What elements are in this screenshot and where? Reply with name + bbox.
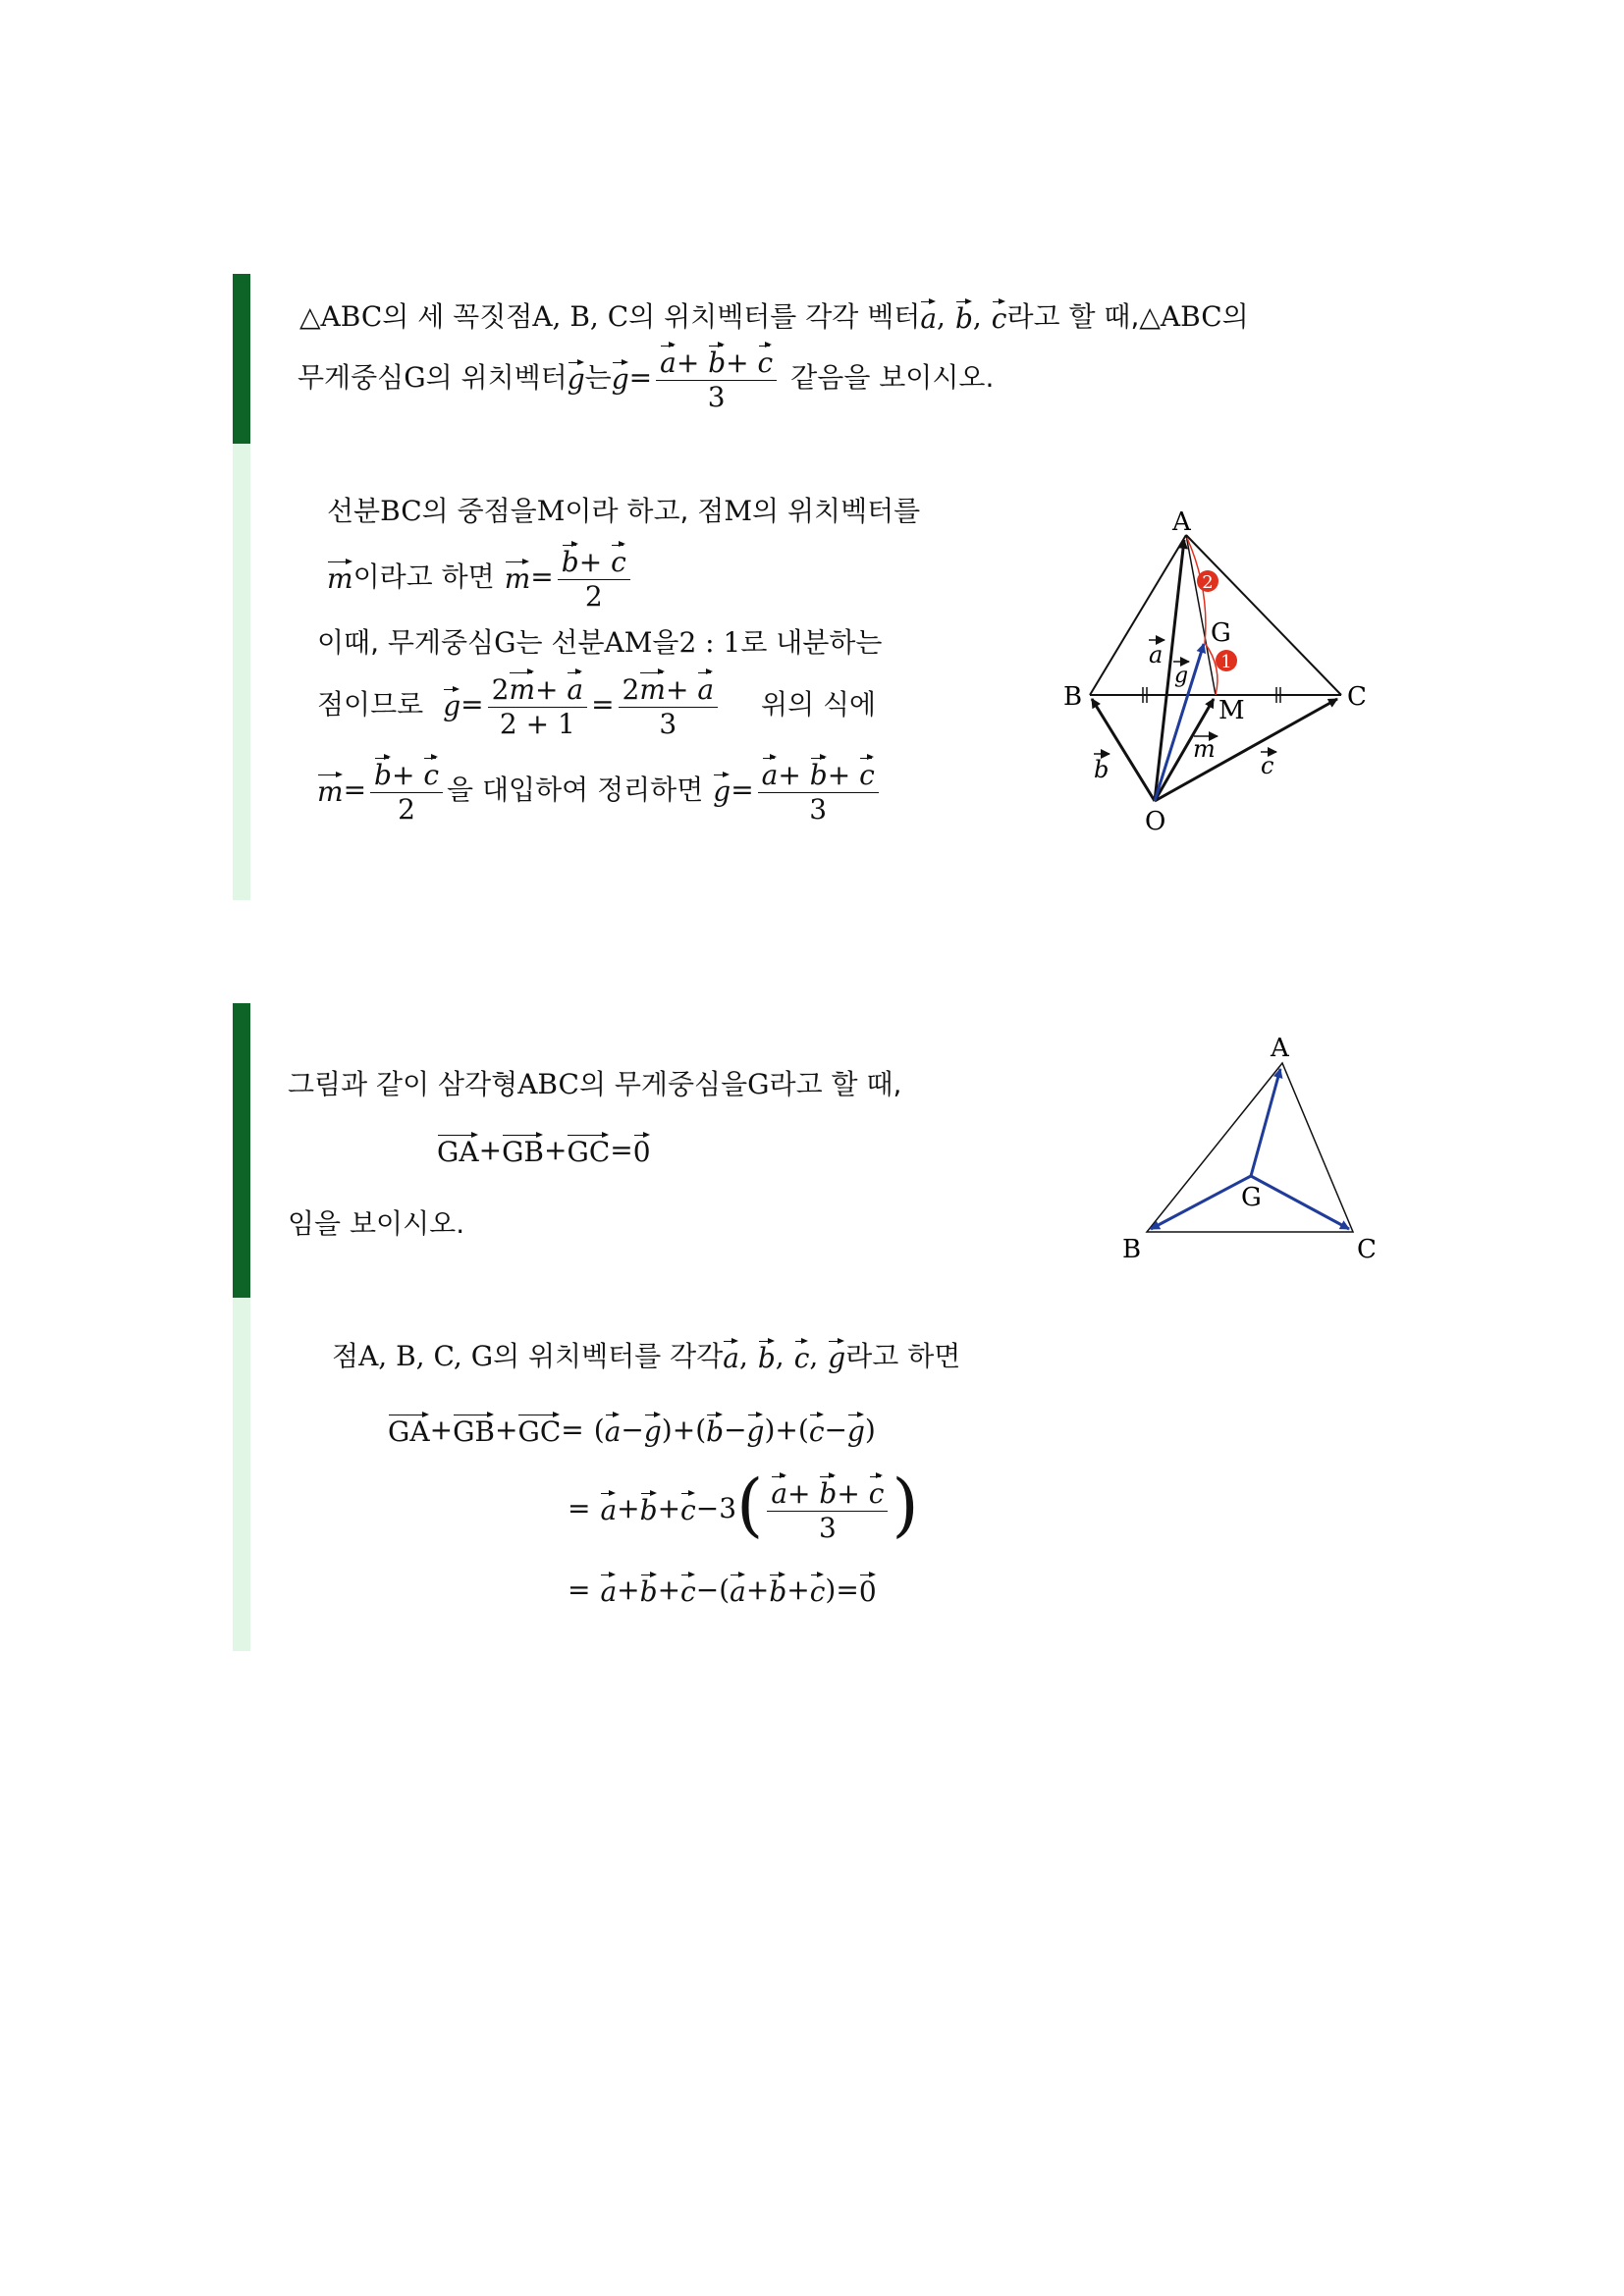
vector-b: b bbox=[757, 1342, 776, 1374]
text: 라고 할 때, bbox=[1006, 300, 1140, 333]
point-label-G: G bbox=[1211, 618, 1231, 648]
equals: = bbox=[731, 774, 754, 806]
plus: + bbox=[535, 672, 559, 706]
plus: + bbox=[657, 1492, 681, 1524]
text: M bbox=[724, 495, 753, 527]
zero-vector: 0 bbox=[858, 1575, 877, 1608]
midpoint-fraction bbox=[558, 545, 630, 611]
equals: = bbox=[628, 361, 653, 394]
vector-a: a bbox=[567, 672, 584, 706]
problem2-question-line3 bbox=[288, 1204, 464, 1244]
text: 임을 보이시오. bbox=[288, 1207, 465, 1240]
vector-g: g bbox=[611, 363, 629, 396]
vector-a: a bbox=[761, 758, 779, 791]
coef: 2 bbox=[491, 672, 510, 706]
denominator: 3 bbox=[619, 707, 718, 738]
equals: = bbox=[343, 774, 367, 806]
minus: − bbox=[824, 1414, 847, 1446]
problem2-question-equation bbox=[437, 1129, 651, 1172]
denominator: 2 bbox=[558, 579, 630, 611]
plus: + bbox=[429, 1414, 454, 1446]
text: 그림과 같이 삼각형 bbox=[288, 1068, 518, 1100]
plus: + bbox=[617, 1574, 640, 1606]
denominator: 2 + 1 bbox=[488, 707, 587, 738]
text: A, B, C bbox=[532, 300, 629, 333]
vector-a: a bbox=[660, 346, 677, 379]
vector-g: g bbox=[713, 775, 731, 808]
text: G bbox=[494, 626, 516, 659]
problem2-solution-line4: = a + b + c − ( a + b + c ) = 0 bbox=[568, 1574, 877, 1608]
text: 로 내분하는 bbox=[740, 626, 883, 659]
minus: − bbox=[724, 1414, 747, 1446]
denominator: 2 bbox=[370, 792, 443, 824]
vector-b: b bbox=[374, 758, 392, 791]
point-label-O: O bbox=[1145, 807, 1166, 836]
vector-label-b: b bbox=[1094, 756, 1110, 783]
minus: − bbox=[695, 1492, 720, 1524]
midpoint-fraction bbox=[370, 758, 443, 824]
problem1-question-bar bbox=[233, 274, 250, 444]
plus: + bbox=[657, 1574, 681, 1606]
vector-b: b bbox=[639, 1575, 658, 1608]
text: 점이므로 bbox=[317, 688, 424, 721]
vector-a: a bbox=[771, 1476, 788, 1510]
plus: + bbox=[827, 758, 851, 791]
coef: 2 bbox=[622, 672, 640, 706]
equals: = bbox=[561, 1414, 584, 1446]
ratio-label-1: 1 bbox=[1220, 652, 1232, 672]
text: 점 bbox=[332, 1340, 359, 1372]
point-label-C: C bbox=[1347, 682, 1367, 712]
text: G bbox=[747, 1068, 770, 1100]
text: 을 bbox=[652, 626, 679, 659]
plus: + bbox=[578, 545, 603, 578]
text: 무게중심 bbox=[298, 361, 405, 394]
vector-GA: GA bbox=[388, 1415, 430, 1448]
problem1-solution-bar bbox=[233, 444, 250, 900]
plus: + bbox=[726, 346, 749, 379]
problem1-solution-line1 bbox=[327, 494, 920, 529]
vector-m: m bbox=[504, 562, 531, 595]
vector-GB: GB bbox=[502, 1136, 545, 1168]
comma: , bbox=[937, 300, 946, 333]
ratio-label-2: 2 bbox=[1202, 572, 1214, 593]
problem2-solution-line3 bbox=[568, 1465, 919, 1548]
vector-a: a bbox=[730, 1575, 746, 1608]
text: 같음을 보이시오. bbox=[790, 361, 995, 394]
equals: = bbox=[591, 688, 615, 721]
vector-b-arrow bbox=[1092, 699, 1155, 801]
text: 2 : 1 bbox=[678, 626, 741, 659]
vector-label-a: a bbox=[1149, 641, 1164, 668]
vector-GC-arrow bbox=[1251, 1176, 1349, 1229]
coefficient: 3 bbox=[719, 1492, 737, 1524]
point-label-A: A bbox=[1172, 507, 1191, 537]
plus: + bbox=[665, 672, 689, 706]
vector-c: c bbox=[423, 758, 440, 791]
equals: = bbox=[610, 1134, 633, 1166]
text: 의 위치벡터를 각각 벡터 bbox=[628, 300, 921, 333]
paren-group: ( $\frac{a+ b+ c}{3}$ ) bbox=[736, 1465, 919, 1545]
problem1-solution-line2 bbox=[327, 540, 634, 614]
plus: + bbox=[775, 1414, 798, 1446]
vector-g: g bbox=[846, 1415, 865, 1448]
vector-g: g bbox=[643, 1415, 662, 1448]
text: 을 대입하여 정리하면 bbox=[447, 774, 704, 806]
point-label-B: B bbox=[1122, 1235, 1142, 1264]
comma: , bbox=[972, 300, 982, 333]
minus: − bbox=[695, 1574, 720, 1606]
minus: − bbox=[621, 1414, 644, 1446]
vector-b: b bbox=[809, 758, 828, 791]
plus: + bbox=[544, 1134, 568, 1166]
point-label-G: G bbox=[1241, 1183, 1262, 1212]
point-label-B: B bbox=[1063, 682, 1083, 712]
segment-AM bbox=[1186, 535, 1216, 695]
plus: + bbox=[676, 346, 700, 379]
vector-c: c bbox=[680, 1575, 696, 1608]
vector-m: m bbox=[317, 775, 344, 808]
text: A, B, C, G bbox=[358, 1340, 494, 1372]
text: BC bbox=[380, 495, 422, 527]
vector-b: b bbox=[639, 1494, 658, 1526]
section-fraction-simplified bbox=[619, 672, 718, 738]
equals: = bbox=[836, 1574, 859, 1606]
vector-c: c bbox=[611, 545, 626, 578]
zero-vector: 0 bbox=[632, 1136, 651, 1168]
edge-AB bbox=[1090, 535, 1189, 695]
problem1-solution-line4 bbox=[317, 667, 876, 742]
text: 의 위치벡터를 bbox=[752, 495, 921, 527]
text: ABC bbox=[517, 1068, 579, 1100]
section-fraction bbox=[488, 672, 587, 738]
vector-c: c bbox=[793, 1342, 810, 1374]
problem2-question-bar bbox=[233, 1003, 250, 1298]
problem1-question-line2 bbox=[298, 339, 994, 417]
vector-m: m bbox=[639, 672, 666, 706]
equals: = bbox=[568, 1574, 591, 1606]
vector-c: c bbox=[757, 346, 774, 379]
problem1-question-line1 bbox=[299, 297, 1249, 337]
problem2-solution-line2: GA + GB + GC = ( a − g ) + ( b − g ) + ( c − g ) bbox=[388, 1414, 876, 1448]
plus: + bbox=[478, 1134, 503, 1166]
denominator: 3 bbox=[656, 380, 777, 411]
plus: + bbox=[778, 758, 801, 791]
vector-label-m: m bbox=[1193, 735, 1216, 763]
comma: , bbox=[775, 1340, 785, 1372]
text: 이라고 하면 bbox=[352, 561, 495, 593]
text: △ABC bbox=[299, 300, 383, 333]
vector-c: c bbox=[680, 1494, 696, 1526]
point-label-M: M bbox=[1218, 696, 1245, 725]
vector-b: b bbox=[769, 1575, 787, 1608]
text: 의 세 꼭짓점 bbox=[382, 300, 533, 333]
text: 선분 bbox=[327, 495, 381, 527]
problem1-solution-line5 bbox=[317, 753, 883, 828]
problem2-question-line1 bbox=[288, 1065, 901, 1104]
vector-a: a bbox=[723, 1342, 739, 1374]
equals: = bbox=[460, 688, 484, 721]
vector-c: c bbox=[859, 758, 875, 791]
vector-label-c: c bbox=[1261, 752, 1274, 779]
vector-a: a bbox=[604, 1415, 622, 1448]
vector-c: c bbox=[868, 1476, 885, 1510]
problem2-triangle-figure bbox=[1110, 1021, 1384, 1266]
text: 라고 하면 bbox=[845, 1340, 961, 1372]
equals: = bbox=[530, 561, 554, 593]
vector-c: c bbox=[991, 302, 1007, 335]
vector-b: b bbox=[706, 1415, 725, 1448]
vector-c: c bbox=[808, 1415, 825, 1448]
plus: + bbox=[787, 1476, 811, 1510]
vector-GC: GC bbox=[517, 1415, 562, 1448]
text: 라고 할 때, bbox=[769, 1068, 902, 1100]
centroid-fraction bbox=[656, 346, 777, 411]
text: G bbox=[404, 361, 426, 394]
text: 의 무게중심을 bbox=[578, 1068, 748, 1100]
vector-g: g bbox=[443, 690, 461, 722]
vector-b: b bbox=[708, 346, 727, 379]
centroid-fraction bbox=[767, 1476, 888, 1542]
vector-g: g bbox=[828, 1342, 846, 1374]
point-label-A: A bbox=[1271, 1034, 1289, 1063]
denominator: 3 bbox=[767, 1511, 888, 1542]
vector-GB-arrow bbox=[1151, 1176, 1251, 1229]
problem1-solution-line3 bbox=[317, 625, 883, 661]
point-label-C: C bbox=[1357, 1235, 1377, 1264]
plus: + bbox=[617, 1492, 640, 1524]
plus: + bbox=[495, 1414, 518, 1446]
plus: + bbox=[786, 1574, 810, 1606]
text: 이때, 무게중심 bbox=[317, 626, 495, 659]
vector-g: g bbox=[567, 363, 585, 396]
vector-g: g bbox=[746, 1415, 765, 1448]
problem1-tetrahedron-figure bbox=[1051, 496, 1384, 839]
vector-m: m bbox=[509, 672, 535, 706]
text: 위의 식에 bbox=[761, 688, 877, 721]
comma: , bbox=[809, 1340, 819, 1372]
vector-b: b bbox=[819, 1476, 838, 1510]
vector-m: m bbox=[327, 562, 353, 595]
text: M bbox=[536, 495, 566, 527]
edge-AC bbox=[1186, 535, 1341, 695]
comma: , bbox=[738, 1340, 748, 1372]
plus: + bbox=[672, 1414, 696, 1446]
vector-a: a bbox=[600, 1575, 618, 1608]
equals: = bbox=[568, 1492, 591, 1524]
plus: + bbox=[391, 758, 415, 791]
problem2-solution-line1 bbox=[332, 1335, 960, 1378]
text: △ABC bbox=[1139, 300, 1222, 333]
vector-a: a bbox=[697, 672, 715, 706]
vector-b: b bbox=[561, 545, 579, 578]
text: 의 중점을 bbox=[421, 495, 537, 527]
vector-GB: GB bbox=[453, 1415, 496, 1448]
text: 이라 하고, 점 bbox=[565, 495, 725, 527]
vector-a: a bbox=[920, 302, 938, 335]
text: 는 bbox=[584, 361, 612, 394]
text: 는 선분 bbox=[515, 626, 605, 659]
text: 의 위치벡터 bbox=[425, 361, 568, 394]
centroid-fraction bbox=[758, 758, 879, 824]
vector-label-g: g bbox=[1174, 664, 1189, 688]
problem2-solution-bar bbox=[233, 1298, 250, 1651]
vector-c: c bbox=[809, 1575, 826, 1608]
text: AM bbox=[604, 626, 653, 659]
text: 의 bbox=[1221, 300, 1249, 333]
text: 의 위치벡터를 각각 bbox=[493, 1340, 724, 1372]
vector-GA: GA bbox=[437, 1136, 479, 1168]
plus: + bbox=[837, 1476, 860, 1510]
vector-GC: GC bbox=[567, 1136, 611, 1168]
vector-b: b bbox=[954, 302, 973, 335]
plus: + bbox=[745, 1574, 770, 1606]
denominator: 3 bbox=[758, 792, 879, 824]
vector-a: a bbox=[600, 1494, 618, 1526]
